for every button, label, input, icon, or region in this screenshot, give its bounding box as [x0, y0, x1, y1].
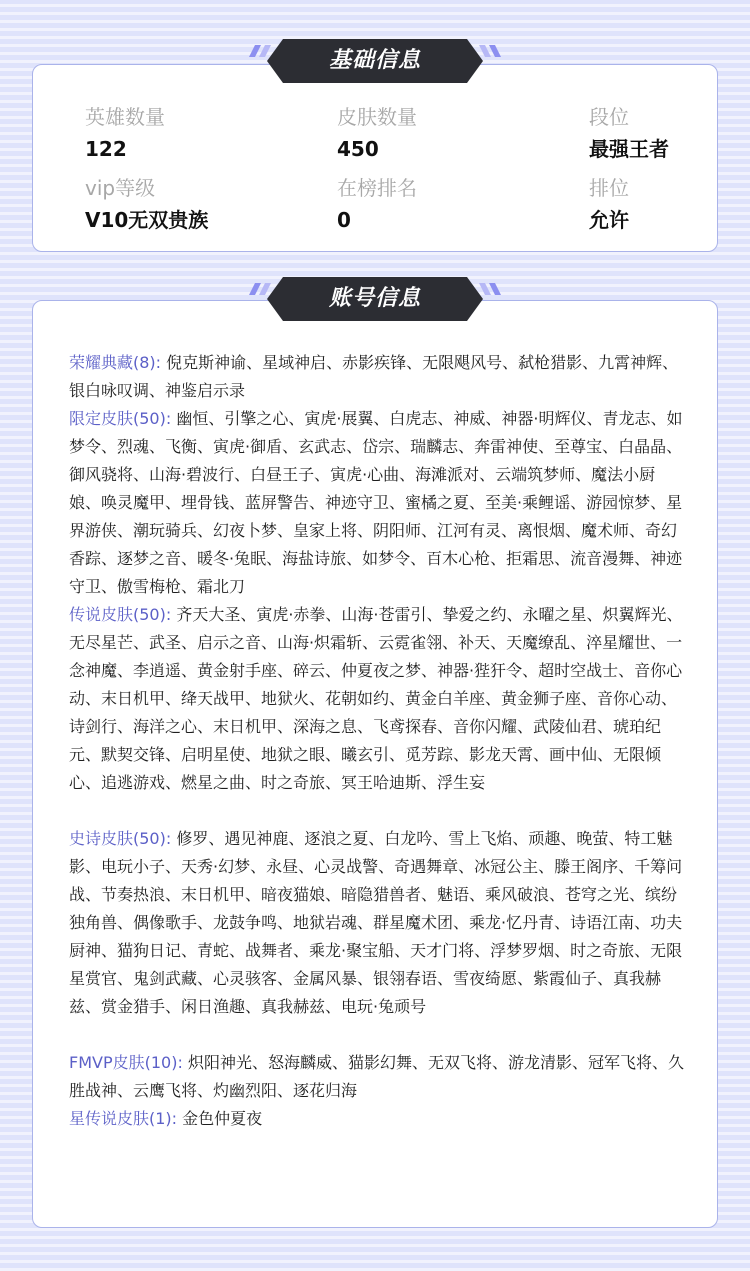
skin-list	[69, 349, 685, 1133]
skin-items: 炽阳神光、怒海麟威、猫影幻舞、无双飞将、游龙清影、冠军飞将、久胜战神、云鹰飞将、灼幽烈阳、逐花归海	[69, 1053, 684, 1100]
stat-rank-tier	[589, 103, 750, 163]
skin-items: 倪克斯神谕、星域神启、赤影疾锋、无限飓风号、弑枪猎影、九霄神辉、银白咏叹调、神鉴启示录	[69, 353, 679, 400]
skin-items: 齐天大圣、寅虎·赤拳、山海·苍雷引、挚爱之约、永曜之星、炽翼辉光、无尽星芒、武圣、启示之音、山海·炽霜斩、云霓雀翎、补天、天魔缭乱、淬星耀世、一念神魔、李逍遥、黄金射手座、碎云、仲夏夜之梦、神器·狴犴令、超时空战士、音你心动、末日机甲、绛天战甲、地狱火、花朝如约、黄金白羊座、黄金狮子座、音你心动、诗剑行、海洋之心、末日机甲、深海之息、飞鸢探春、音你闪耀、武陵仙君、琥珀纪元、默契交锋、启明星使、地狱之眼、曦玄引、觅芳踪、影龙天霄、画中仙、无限倾心、追逃游戏、燃星之曲、时之奇旅、冥王哈迪斯、浮生妄	[69, 605, 683, 792]
skin-items: 修罗、遇见神鹿、逐浪之夏、白龙吟、雪上飞焰、顽趣、晚萤、特工魅影、电玩小子、天秀·幻梦、永昼、心灵战警、奇遇舞章、冰冠公主、滕王阁序、千筹问战、节奏热浪、末日机甲、暗夜猫娘、暗隐猎兽者、魅语、乘风破浪、苍穹之光、缤纷独角兽、偶像歌手、龙鼓争鸣、地狱岩魂、群星魔术团、乘龙·忆丹青、诗语江南、功夫厨神、猫狗日记、青蛇、战舞者、乘龙·聚宝船、天才门将、浮梦罗烟、时之奇旅、无限星赏官、鬼剑武藏、心灵骇客、金属风暴、银翎春语、雪夜绮愿、紫霞仙子、真我赫兹、赏金猎手、闲日渔趣、真我赫兹、电玩·兔顽号	[69, 829, 683, 1016]
skin-category-label: 荣耀典藏(8):	[69, 353, 162, 372]
stat-label: 英雄数量	[85, 105, 165, 129]
stat-value: 允许	[589, 208, 629, 232]
stat-value: 0	[337, 208, 351, 232]
stat-hero-count	[85, 103, 285, 163]
stat-value: 122	[85, 137, 127, 161]
stat-label: 在榜排名	[337, 176, 417, 200]
skin-group-legend	[69, 601, 685, 797]
stat-ranked-play	[589, 174, 750, 234]
account-info-banner	[245, 275, 505, 323]
skin-category-label: 限定皮肤(50):	[69, 409, 172, 428]
stat-value: 450	[337, 137, 379, 161]
skin-category-label: 星传说皮肤(1):	[69, 1109, 178, 1128]
stat-leaderboard-rank	[337, 174, 537, 234]
stat-label: 排位	[589, 176, 629, 200]
stat-value: 最强王者	[589, 137, 669, 161]
basic-info-title: 基础信息	[328, 48, 421, 73]
stat-value: V10无双贵族	[85, 208, 209, 232]
account-info-title: 账号信息	[328, 286, 421, 311]
skin-group-limited	[69, 405, 685, 601]
stat-label: vip等级	[85, 176, 156, 200]
stat-skin-count	[337, 103, 537, 163]
account-info-card	[32, 300, 718, 1228]
skin-group-glory	[69, 349, 685, 405]
skin-items: 幽恒、引擎之心、寅虎·展翼、白虎志、神威、神器·明辉仪、青龙志、如梦令、烈魂、飞衡、寅虎·御盾、玄武志、岱宗、瑞麟志、奔雷神使、至尊宝、白晶晶、御风骁将、山海·碧波行、白昼王子、寅虎·心曲、海滩派对、云端筑梦师、魔法小厨娘、唤灵魔甲、埋骨钱、蓝屏警告、神迹守卫、蜜橘之夏、至美·乘鲤谣、游园惊梦、星界游侠、潮玩骑兵、幻夜卜梦、皇家上将、阴阳师、江河有灵、离恨烟、魔术师、奇幻香踪、逐梦之音、暖冬·兔眠、海盐诗旅、如梦令、百木心枪、拒霜思、流音漫舞、神迹守卫、傲雪梅枪、霜北刀	[69, 409, 683, 596]
skin-group-epic	[69, 825, 685, 1021]
skin-category-label: 史诗皮肤(50):	[69, 829, 172, 848]
basic-info-banner	[245, 37, 505, 85]
skin-category-label: 传说皮肤(50):	[69, 605, 172, 624]
skin-group-star-legend	[69, 1105, 685, 1133]
skin-category-label: FMVP皮肤(10):	[69, 1053, 183, 1072]
stat-label: 皮肤数量	[337, 105, 417, 129]
stat-label: 段位	[589, 105, 629, 129]
skin-group-fmvp	[69, 1049, 685, 1105]
basic-info-card	[32, 64, 718, 252]
skin-items: 金色仲夏夜	[182, 1109, 263, 1128]
stat-vip-level	[85, 174, 285, 234]
